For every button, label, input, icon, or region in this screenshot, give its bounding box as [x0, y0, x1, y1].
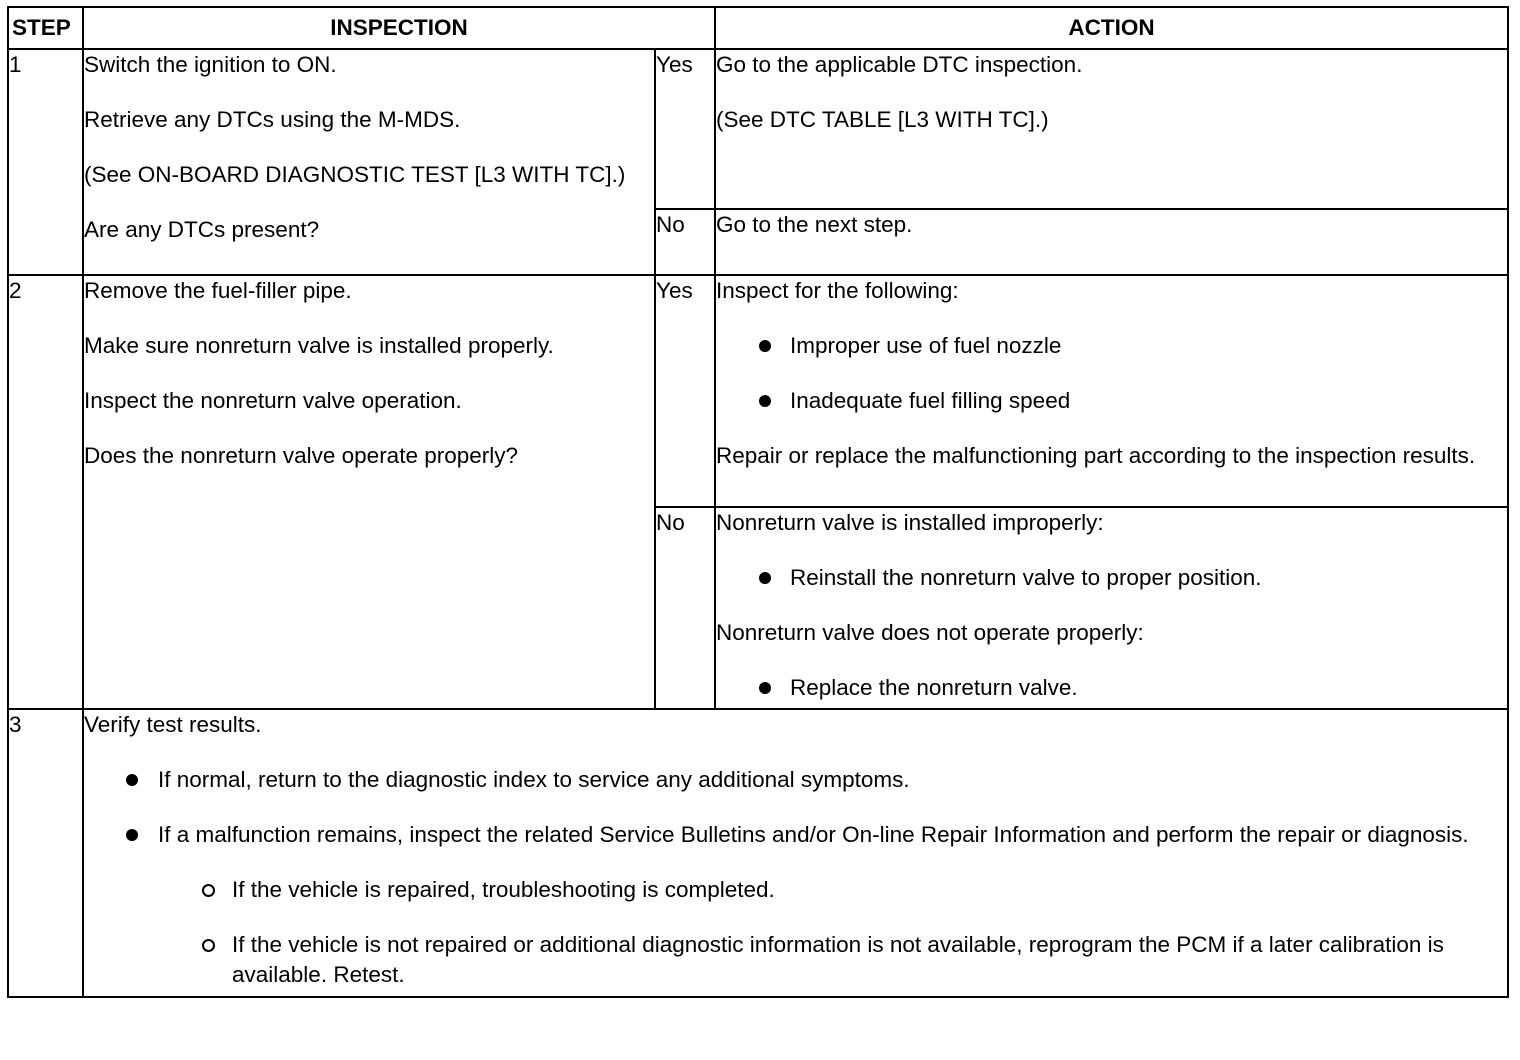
bullet-dot-icon — [759, 682, 771, 694]
step-2-yes-outro: Repair or replace the malfunctioning part according to the inspection results. — [716, 443, 1476, 468]
step-1-no-label: No — [655, 209, 715, 275]
list-item — [84, 765, 1507, 795]
step-3-sub-bullet-list — [84, 875, 1507, 990]
step-2-no-intro-installed: Nonreturn valve is installed improperly: — [716, 510, 1104, 535]
step-3-intro: Verify test results. — [84, 712, 262, 737]
list-item-text: If normal, return to the diagnostic index to service any additional symptoms. — [158, 767, 910, 792]
list-item-text: Inadequate fuel filling speed — [790, 388, 1071, 413]
step-2-yes-bullet-list — [716, 331, 1507, 416]
bullet-dot-icon — [126, 774, 138, 786]
bullet-circle-icon — [202, 939, 215, 952]
step-1-inspection — [83, 49, 655, 275]
diagnostic-procedure-table — [7, 6, 1509, 998]
step-1-no-action — [715, 209, 1508, 275]
step-1-inspection-line: Switch the ignition to ON. — [84, 52, 337, 77]
step-2-inspection-line: Remove the fuel-filler pipe. — [84, 278, 352, 303]
step-3-content — [83, 709, 1508, 997]
step-2-no-bullet-list-2 — [716, 673, 1507, 703]
header-inspection: INSPECTION — [83, 7, 715, 49]
step-2-no-action — [715, 507, 1508, 709]
step-2-yes-action — [715, 275, 1508, 507]
step-2-no-intro-operation: Nonreturn valve does not operate properly: — [716, 620, 1144, 645]
bullet-circle-icon — [202, 884, 215, 897]
step-1-yes-row — [8, 49, 1508, 209]
step-1-yes-action-line: Go to the applicable DTC inspection. — [716, 52, 1083, 77]
step-1-yes-action — [715, 49, 1508, 209]
step-3-number: 3 — [8, 709, 83, 997]
bullet-dot-icon — [759, 395, 771, 407]
step-2-yes-row — [8, 275, 1508, 507]
step-2-inspection-line: Make sure nonreturn valve is installed properly. — [84, 333, 554, 358]
bullet-dot-icon — [126, 829, 138, 841]
step-2-yes-intro: Inspect for the following: — [716, 278, 959, 303]
step-2-inspection-line: Inspect the nonreturn valve operation. — [84, 388, 462, 413]
list-item — [84, 875, 1507, 905]
bullet-dot-icon — [759, 340, 771, 352]
step-1-inspection-line: (See ON-BOARD DIAGNOSTIC TEST [L3 WITH TC].) — [84, 162, 626, 187]
list-item-text: If a malfunction remains, inspect the related Service Bulletins and/or On-line Repair Information and perform the repair or diagnosis. — [158, 822, 1469, 847]
step-2-inspection — [83, 275, 655, 709]
step-2-yes-label: Yes — [655, 275, 715, 507]
list-item — [84, 820, 1507, 850]
list-item-text: Reinstall the nonreturn valve to proper position. — [790, 565, 1262, 590]
header-step: STEP — [8, 7, 83, 49]
list-item-text: If the vehicle is not repaired or additional diagnostic information is not available, reprogram the PCM if a later calibration is available. Retest. — [232, 932, 1444, 987]
step-2-no-bullet-list-1 — [716, 563, 1507, 593]
list-item-text: Improper use of fuel nozzle — [790, 333, 1062, 358]
step-2-inspection-question: Does the nonreturn valve operate properly? — [84, 443, 519, 468]
list-item — [716, 563, 1507, 593]
step-1-inspection-question: Are any DTCs present? — [84, 217, 320, 242]
step-1-yes-action-line: (See DTC TABLE [L3 WITH TC].) — [716, 107, 1049, 132]
step-1-yes-label: Yes — [655, 49, 715, 209]
list-item-text: If the vehicle is repaired, troubleshooting is completed. — [232, 877, 775, 902]
list-item — [716, 331, 1507, 361]
list-item — [84, 930, 1507, 990]
step-1-no-action-line: Go to the next step. — [716, 212, 913, 237]
list-item — [716, 386, 1507, 416]
step-1-number: 1 — [8, 49, 83, 275]
step-2-number: 2 — [8, 275, 83, 709]
bullet-dot-icon — [759, 572, 771, 584]
step-3-row — [8, 709, 1508, 997]
table-header-row — [8, 7, 1508, 49]
list-item — [716, 673, 1507, 703]
header-action: ACTION — [715, 7, 1508, 49]
step-3-bullet-list — [84, 765, 1507, 850]
step-1-inspection-line: Retrieve any DTCs using the M-MDS. — [84, 107, 461, 132]
list-item-text: Replace the nonreturn valve. — [790, 675, 1078, 700]
step-2-no-label: No — [655, 507, 715, 709]
